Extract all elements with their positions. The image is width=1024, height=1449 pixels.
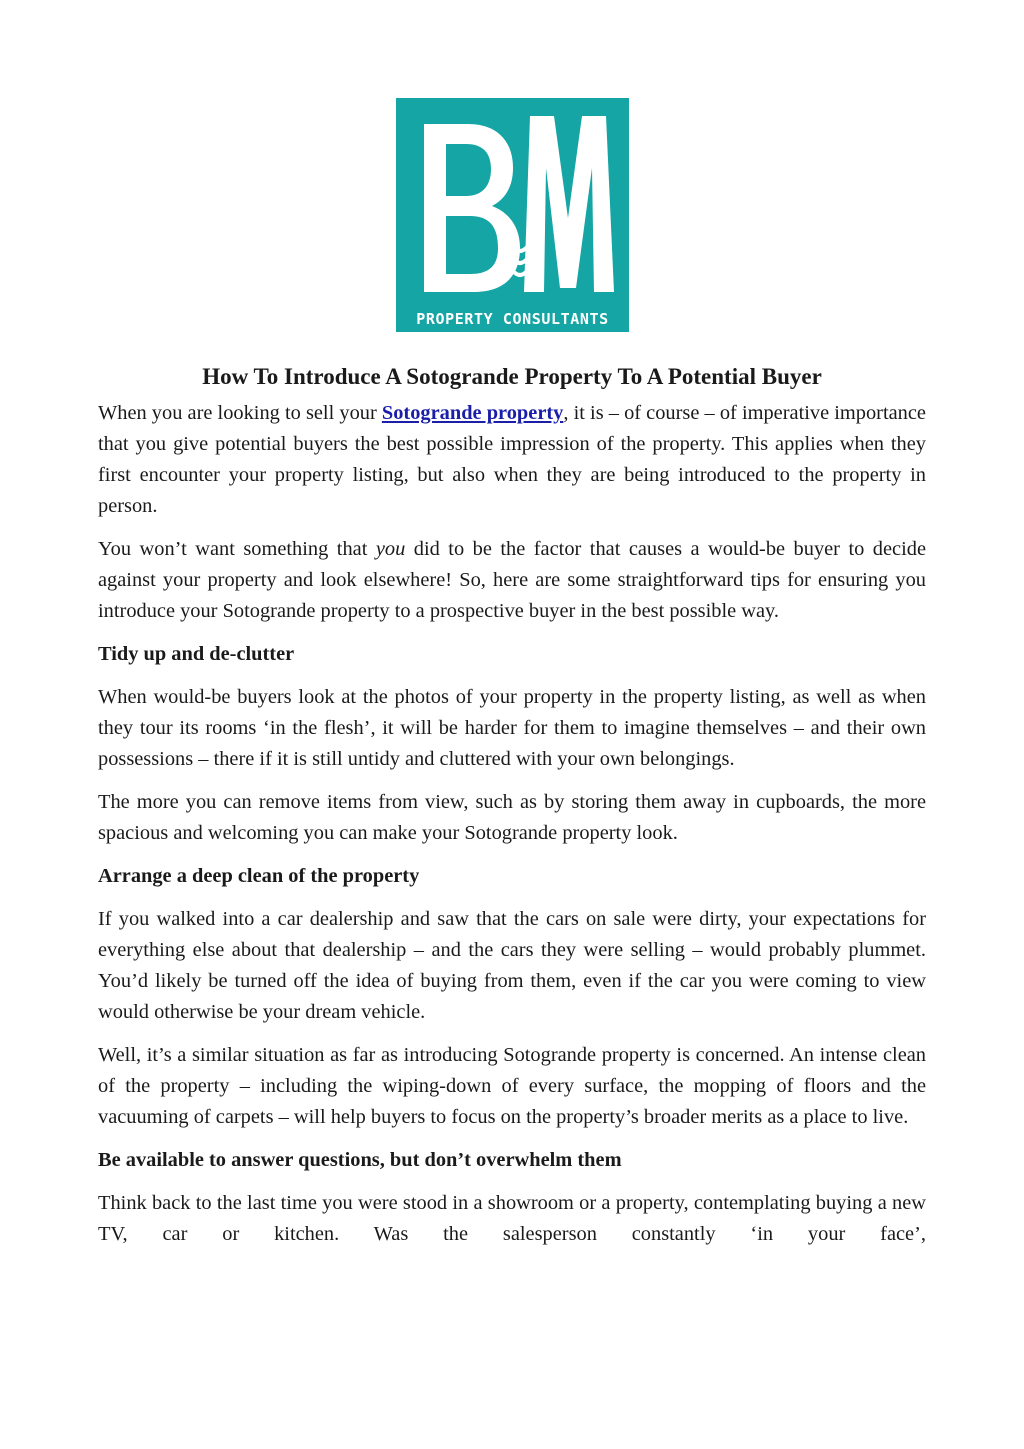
section-heading-tidy: Tidy up and de-clutter	[98, 643, 295, 665]
page-title: How To Introduce A Sotogrande Property To A Potential Buyer	[202, 364, 822, 389]
section-tidy-paragraph-2: The more you can remove items from view, such as by storing them away in cupboards, the more spacious and welcoming you can make your Sotogrande property look.	[98, 791, 926, 844]
paragraph-2-text-rest: did to be the factor that causes a would-be buyer to decide against your property and look elsewhere! So, here are some straightforward tips for ensuring you introduce your Sotogrande property to a prospective buyer in the best possible way.	[98, 538, 926, 622]
bm-logo-mark	[396, 98, 629, 332]
intro-text-before-link: When you are looking to sell your	[98, 402, 382, 424]
intro-text-after-link: , it is – of course – of imperative importance that you give potential buyers the best possible impression of the property. This applies when they first encounter your property listing, but also when they are being introduced to the property in person.	[98, 402, 926, 517]
paragraph-2	[98, 534, 926, 627]
intro-paragraph	[98, 398, 926, 522]
article	[98, 361, 926, 1262]
section-tidy-paragraph-1: When would-be buyers look at the photos of your property in the property listing, as well as when they tour its rooms ‘in the flesh’, it will be harder for them to imagine themselves – and their own possessions – there if it is still untidy and cluttered with your own belongings.	[98, 686, 926, 770]
section-clean-paragraph-1: If you walked into a car dealership and saw that the cars on sale were dirty, your expectations for everything else about that dealership – and the cars they were selling – would probably plummet. You’d likely be turned off the idea of buying from them, even if the car you were coming to view would otherwise be your dream vehicle.	[98, 908, 926, 1023]
logo-tagline: PROPERTY CONSULTANTS	[416, 310, 609, 328]
paragraph-2-text: You won’t want something that	[98, 538, 376, 560]
sotogrande-property-link[interactable]: Sotogrande property	[381, 402, 564, 424]
emphasis-you: you	[375, 538, 406, 560]
section-available-paragraph-1: Think back to the last time you were stood in a showroom or a property, contemplating buying a new TV, car or kitchen. Was the salesperson constantly ‘in your face’,	[98, 1192, 926, 1245]
section-clean-paragraph-2: Well, it’s a similar situation as far as introducing Sotogrande property is concerned. An intense clean of the property – including the wiping-down of every surface, the mopping of floors and the vacuuming of carpets – will help buyers to focus on the property’s broader merits as a place to live.	[98, 1044, 926, 1128]
company-logo	[396, 98, 629, 332]
section-heading-clean: Arrange a deep clean of the property	[98, 865, 420, 887]
section-heading-available: Be available to answer questions, but don’t overwhelm them	[98, 1149, 622, 1171]
